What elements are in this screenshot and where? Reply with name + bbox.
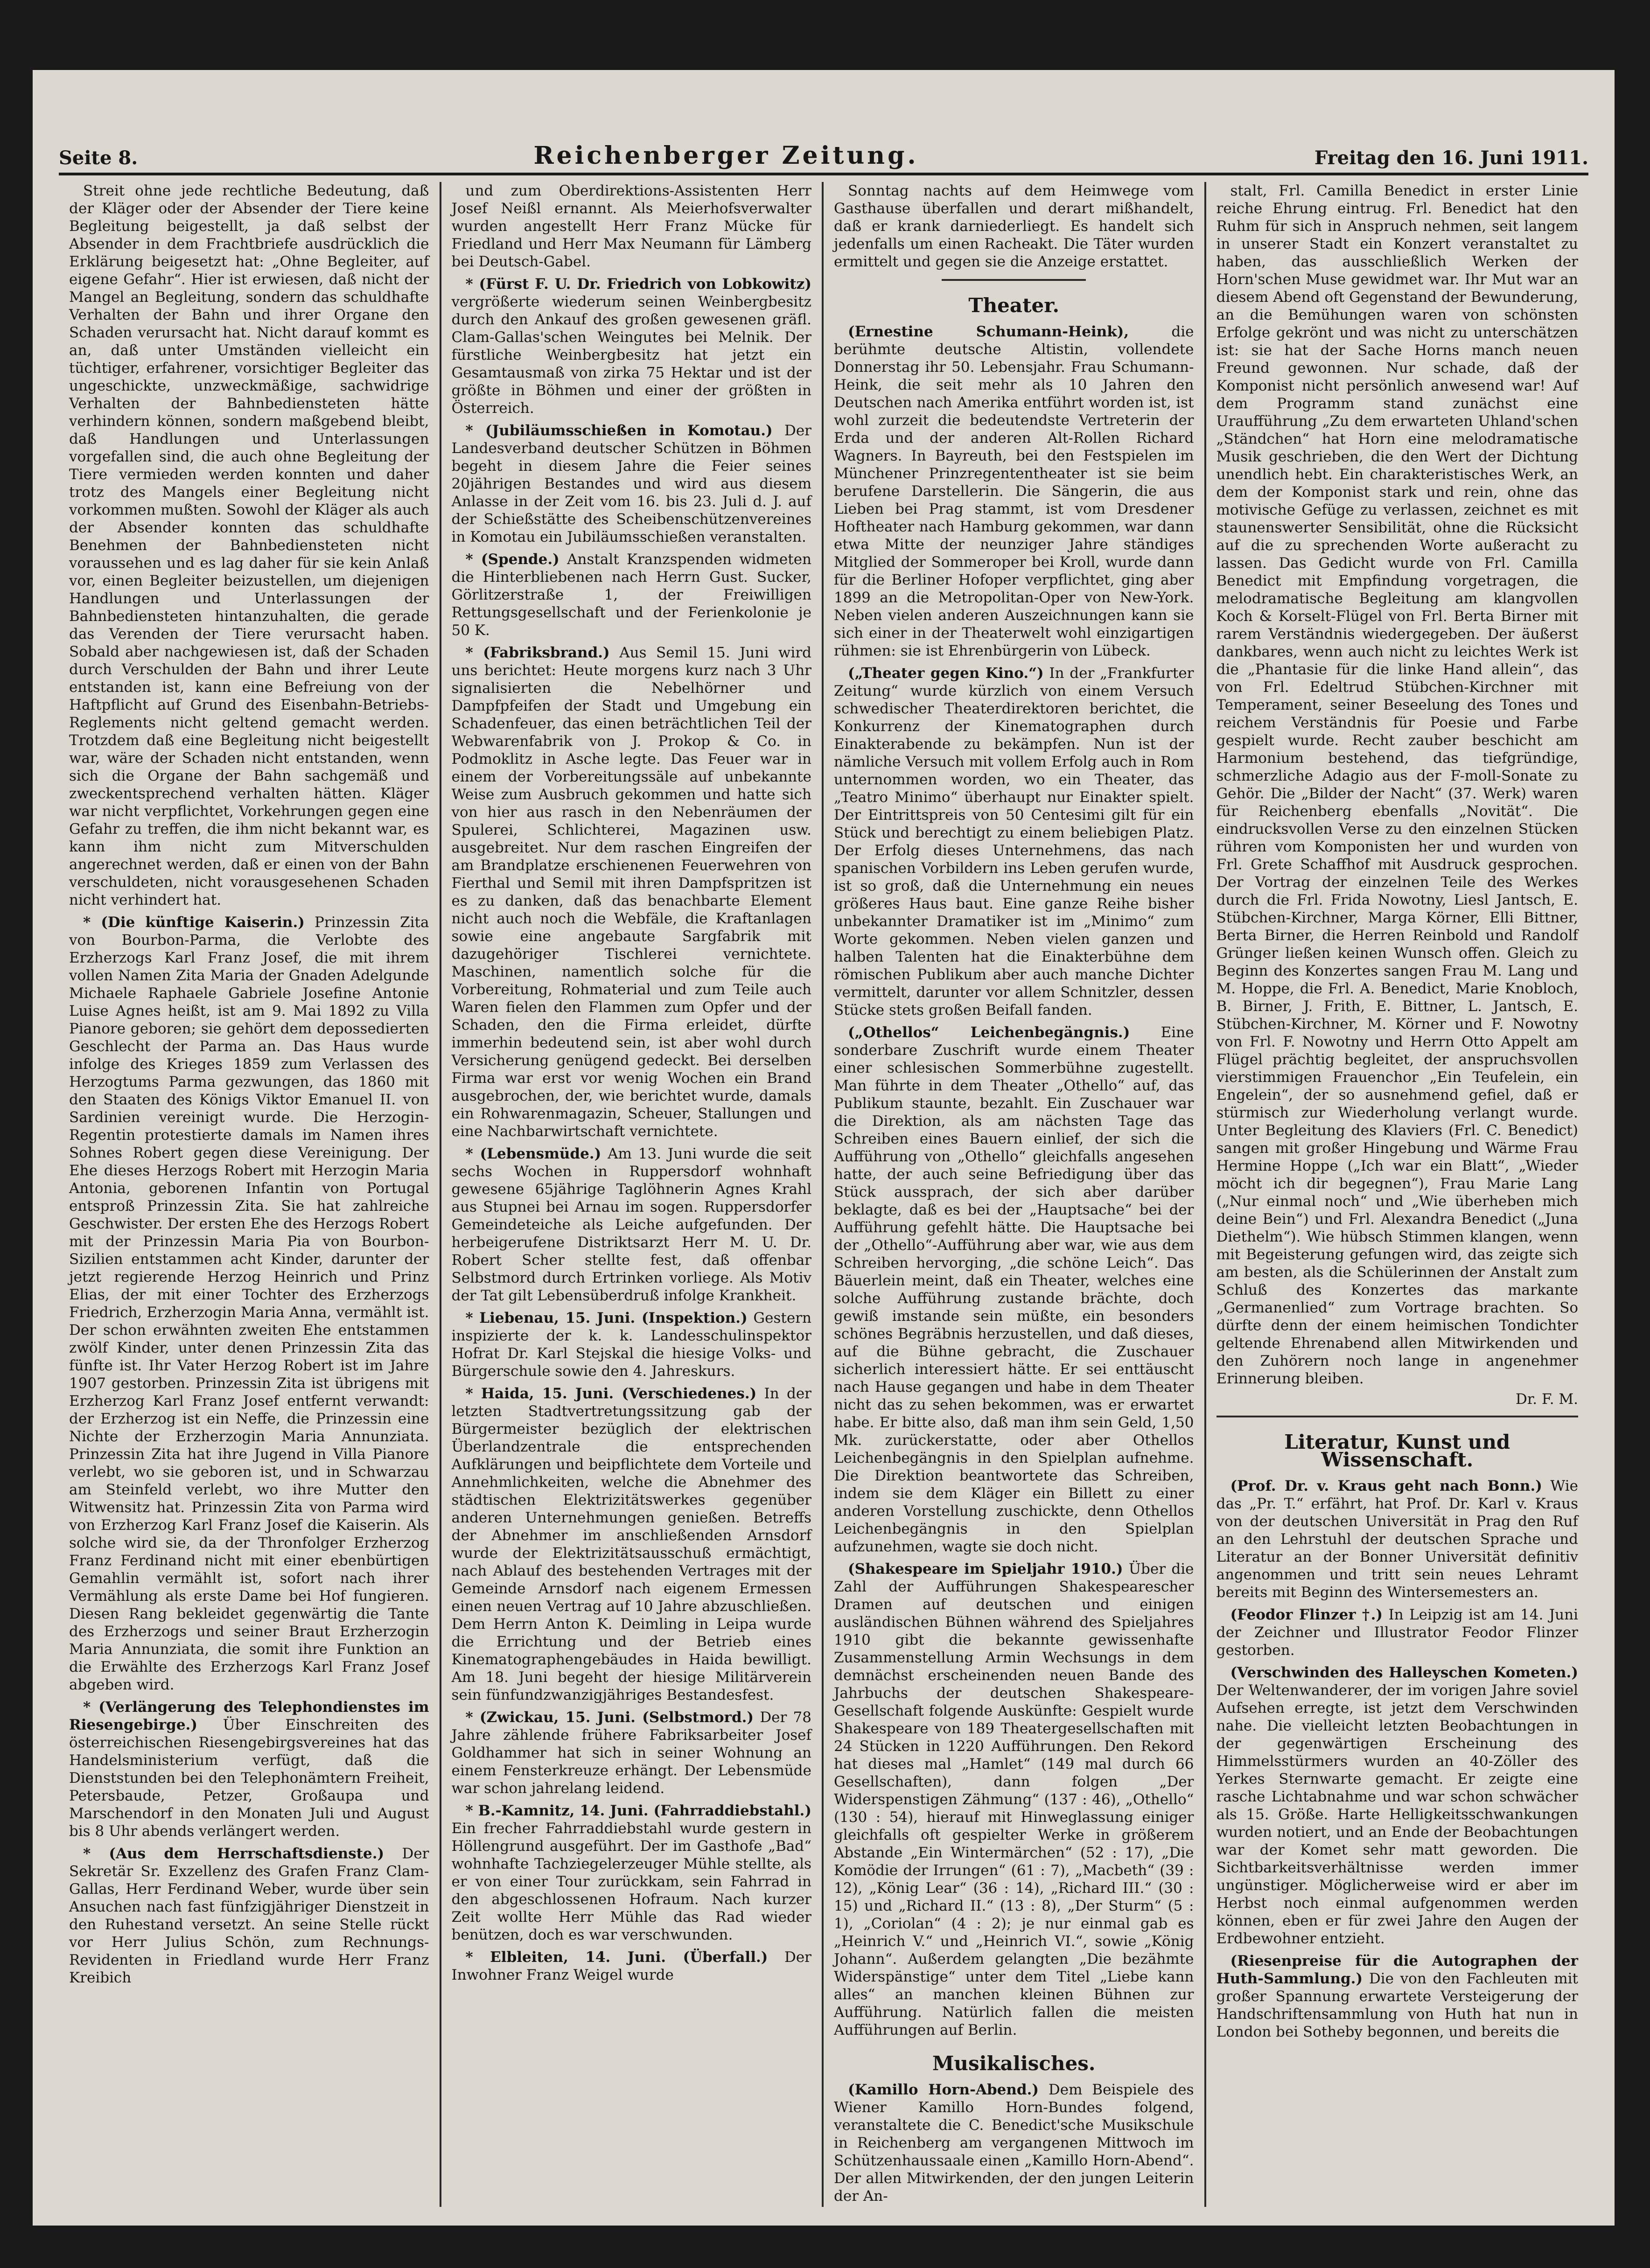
news-item-heading: * Elbleiten, 14. Juni. (Überfall.): [465, 1949, 768, 1966]
section-divider: [942, 279, 1086, 281]
news-item: [1217, 1477, 1579, 1601]
news-item-heading: (Verschwinden des Halleyschen Kometen.): [1230, 1664, 1578, 1681]
news-item: [834, 1024, 1194, 1556]
news-item-heading: * (Spende.): [465, 551, 559, 568]
article-continuation: und zum Oberdirektions-Assistenten Herr Josef Neißl ernannt. Als Meierhofsverwalter wurden angestellt Herr Franz Mücke für Friedland und Herr Max Neumann für Lämberg bei Deutsch-Gabel.: [451, 182, 811, 270]
section-divider: [1217, 1416, 1579, 1417]
news-item: [834, 664, 1194, 1019]
news-item-body: Der Weltenwanderer, der im vorigen Jahre soviel Aufsehen erregte, ist jetzt dem Verschwinden nahe. Die vielleicht letzten Beobachtungen in der gegenwärtigen Erscheinung des Himmelsstürmers wurden an 40-Zöller des Yerkes Sternwarte gemacht. Er zeigte eine rasche Lichtabnahme und war schon schwächer als 15. Größe. Harte Helligkeitsschwankungen wurden notiert, und an Ende der Beobachtungen war der Komet sehr matt geworden. Die Sichtbarkeitsverhältnisse werden immer ungünstiger. Möglicherweise wird er aber im Herbst noch einmal aufgenommen werden können, eben er für zwei Jahre den Augen der Erdbewohner entzieht.: [1216, 1682, 1578, 1947]
news-item-body: In der „Frankfurter Zeitung“ wurde kürzlich von einem Versuch schwedischer Theaterdirektoren berichtet, die Konkurrenz der Kinematographen durch Einakterabende zu bekämpfen. Nun ist der nämliche Versuch mit vollem Erfolg auch in Rom unternommen worden, wo ein Theater, das „Teatro Minimo“ überhaupt nur Einakter spielt. Der Eintrittspreis von 50 Centesimi gilt für ein Stück und berechtigt zu einem beliebigen Platz. Der Erfolg dieses Unternehmens, das nach spanischen Vorbildern ins Leben gerufen wurde, ist so groß, daß die Unternehmung ein neues größeres Haus baut. Eine ganze Reihe bisher unbekannter Dramatiker ist im „Minimo“ zum Worte gekommen. Neben vielen ganzen und halben Talenten hat die Einakterbühne dem römischen Publikum aber auch manche Dichter vermittelt, darunter vor allem Schnitzler, dessen Stücke stets großen Beifall fanden.: [834, 665, 1194, 1019]
news-item-heading: („Othellos“ Leichenbegängnis.): [848, 1024, 1130, 1041]
article-continuation: Streit ohne jede rechtliche Bedeutung, daß der Kläger oder der Absender der Tiere keine Begleitung beigestellt, ja daß selbst der Absender in dem Frachtbriefe ausdrücklich die Erklärung beigesetzt hat: „Ohne Begleiter, auf eigene Gefahr“. Hier ist erwiesen, daß nicht der Mangel an Begleitung, sondern das schuldhafte Verhalten der Bahn und ihrer Organe den Schaden verursacht hat. Nicht darauf kommt es an, daß unter Umständen vielleicht ein tüchtiger, erfahrener, vorsichtiger Begleiter das ungeschickte, unzweckmäßige, sachwidrige Verhalten der Bahnbediensteten hätte verhindern können, sondern maßgebend bleibt, daß Handlungen und Unterlassungen vorgefallen sind, die auch ohne Begleitung der Tiere vermieden werden konnten und daher trotz des Mangels einer Begleitung nicht vorkommen mußten. Sowohl der Kläger als auch der Absender konnten das schuldhafte Benehmen der Bahnbediensteten nicht voraussehen und es lag daher für sie kein Anlaß vor, einen Begleiter beizustellen, um diejenigen Handlungen und Unterlassungen der Bahnbediensteten hintanzuhalten, die gerade das Verenden der Tiere verursacht haben. Sobald aber nachgewiesen ist, daß der Schaden durch Verschulden der Bahn und ihrer Leute entstanden ist, kann eine Befreiung von der Haftpflicht auf Grund des Eisenbahn-Betriebs-Reglements nicht geltend gemacht werden. Trotzdem daß eine Begleitung nicht beigestellt war, wäre der Schaden nicht entstanden, wenn sich die Organe der Bahn sachgemäß und zweckentsprechend verhalten hätten. Kläger war nicht verpflichtet, Vorkehrungen gegen eine Gefahr zu treffen, die ihm nicht bekannt war, es kann ihm nicht zum Mitverschulden angerechnet werden, daß er einen von der Bahn verschuldeten, nicht vorausgesehenen Schaden nicht verhindert hat.: [69, 182, 429, 908]
news-item: [452, 1309, 812, 1380]
news-item-heading: („Theater gegen Kino.“): [848, 665, 1044, 682]
news-item-body: Der Landesverband deutscher Schützen in Böhmen begeht in diesem Jahre die Feier seines 20jährigen Bestandes und wird aus diesem Anlasse in der Zeit vom 16. bis 23. Juli d. J. auf der Schießstätte des Scheibenschützenvereines in Komotau ein Jubiläumsschießen veranstalten.: [451, 422, 812, 545]
news-item-body: Anstalt Kranzspenden widmeten die Hinterbliebenen nach Herrn Gust. Sucker, Görlitzerstraße 1, der Freiwilligen Rettungsgesellschaft und der Ferienkolonie je 50 K.: [451, 551, 812, 639]
news-item: [452, 551, 812, 639]
news-item: [834, 323, 1194, 660]
news-item-body: Der Sekretär Sr. Exzellenz des Grafen Franz Clam-Gallas, Herr Ferdinand Weber, wurde über sein Ansuchen nach fast fünfzigjähriger Dienstzeit in den Ruhestand versetzt. An seine Stelle rückt vor Herr Julius Schön, zum Rechnungs-Revidenten in Friedland wurde Herr Franz Kreibich: [69, 1845, 429, 1986]
news-item-body: Ein frecher Fahrraddiebstahl wurde gestern in Höllengrund ausgeführt. Der im Gasthofe „Bad“ wohnhafte Tachziegelerzeuger Mühle stellte, als er von einer Tour zurückkam, sein Fahrrad in den abgeschlossenen Hofraum. Nach kurzer Zeit wollte Herr Mühle das Rad wieder benützen, doch es war verschwunden.: [451, 1820, 811, 1943]
newspaper-page: [33, 70, 1615, 2226]
news-item-heading: * (Fabriksbrand.): [465, 644, 610, 661]
article-continuation: Sonntag nachts auf dem Heimwege vom Gasthause überfallen und derart mißhandelt, daß er krank darniederliegt. Es handelt sich jedenfalls um einen Racheakt. Die Täter wurden ermittelt und gegen sie die Anzeige erstattet.: [834, 182, 1194, 270]
news-item-body: Dem Beispiele des Wiener Kamillo Horn-Bundes folgend, veranstaltete die C. Benedict'sche Musikschule in Reichenberg am vergangenen Mittwoch im Schützenhaussaale einen „Kamillo Horn-Abend“. Der allen Mitwirkenden, der den jungen Leiterin der An-: [834, 2081, 1194, 2205]
column-2: [441, 182, 824, 2207]
news-item-body: Eine sonderbare Zuschrift wurde einem Theater einer schlesischen Sommerbühne zugestellt. Man führte in dem Theater „Othello“ auf, das Publikum staunte, bezahlt. Ein Zuschauer war die Direktion, als am nächsten Tage das Schreiben eines Bauern einlief, der sich die Aufführung von „Othello“ gleichfalls angesehen hatte, der auch seine Befriedigung über das Stück aussprach, der sich aber darüber beklagte, daß es bei der „Hauptsache“ bei der Aufführung gefehlt hätte. Die Hauptsache bei der „Othello“-Aufführung aber war, wie aus dem Schreiben hervorging, „die schöne Leich“. Das Bäuerlein meint, daß ein Theater, welches eine solche Aufführung zustande brächte, doch gewiß imstande sein müßte, ein besonders schönes Begräbnis herzustellen, und daß dieses, auf die Bühne gebracht, die Zuschauer sicherlich interessiert hätte. Er sei enttäuscht nach Hause gegangen und habe in dem Theater nicht das zu sehen bekommen, was er erwartet habe. Er bitte also, daß man ihm sein Geld, 1,50 Mk. zurückerstatte, oder aber Othellos Leichenbegängnis in den Spielplan aufnehme. Die Direktion beantwortete das Schreiben, indem sie dem Kläger ein Billett zu einer anderen Vorstellung zuschickte, denn Othellos Leichenbegängnis in den Spielplan aufzunehmen, wagte sie doch nicht.: [834, 1024, 1194, 1555]
page-number: Seite 8.: [59, 147, 138, 169]
news-item-body: In Leipzig ist am 14. Juni der Zeichner und Illustrator Feodor Flinzer gestorben.: [1216, 1606, 1578, 1659]
news-item: [452, 422, 812, 546]
news-item-heading: (Kamillo Horn-Abend.): [848, 2081, 1039, 2098]
news-item: [69, 1845, 429, 1987]
news-item: [834, 1560, 1194, 2039]
news-item-heading: (Feodor Flinzer †.): [1230, 1606, 1383, 1623]
news-item-heading: (Ernestine Schumann-Heink),: [848, 323, 1129, 340]
news-item-body: Am 13. Juni wurde die seit sechs Wochen in Ruppersdorf wohnhaft gewesene 65jährige Taglöhnerin Agnes Krahl aus Stupnei bei Arnau im sogen. Ruppersdorfer Gemeindeteiche als Leiche aufgefunden. Der herbeigerufene Distriktsarzt Herr M. U. Dr. Robert Scher stellte fest, daß offenbar Selbstmord durch Ertrinken vorliege. Als Motiv der Tat gilt Lebensüberdruß infolge Krankheit.: [451, 1145, 811, 1304]
news-item-heading: * (Aus dem Herrschaftsdienste.): [83, 1845, 385, 1862]
column-1: [59, 182, 441, 2207]
news-item: [452, 1709, 812, 1797]
author-signature: Dr. F. M.: [1516, 1391, 1578, 1408]
news-item: [452, 1802, 812, 1944]
news-item-body: Prinzessin Zita von Bourbon-Parma, die Verlobte des Erzherzogs Karl Franz Josef, die mit ihrem vollen Namen Zita Maria der Gnaden Adelgunde Michaele Raphaele Gabriele Josefine Antonie Luise Agnes heißt, ist am 9. Mai 1892 zu Villa Pianore geboren; sie gehört dem depossedierten Geschlecht der Parma an. Das Haus wurde infolge des Krieges 1859 zum Verlassen des Herzogtums Parma gezwungen, das 1860 mit den Staaten des Königs Viktor Emanuel II. von Sardinien vereinigt wurde. Die Herzogin-Regentin protestierte damals im Namen ihres Sohnes Robert gegen diese Vereinigung. Der Ehe dieses Herzogs Robert mit Herzogin Maria Antonia, geborenen Infantin von Portugal entsproß Prinzessin Zita. Sie hat zahlreiche Geschwister. Der ersten Ehe des Herzogs Robert mit der Prinzessin Maria Pia von Bourbon-Sizilien entstammen acht Kinder, darunter der jetzt regierende Herzog Heinrich und Prinz Elias, der mit einer Tochter des Erzherzogs Friedrich, Erzherzogin Maria Anna, vermählt ist. Der schon erwähnten zweiten Ehe entstammen zwölf Kinder, unter denen Prinzessin Zita das fünfte ist. Ihr Vater Herzog Robert ist im Jahre 1907 gestorben. Prinzessin Zita ist übrigens mit Erzherzog Karl Franz Josef entfernt verwandt: der Erzherzog ist ein Neffe, die Prinzessin eine Nichte der Erzherzogin Maria Annunziata. Prinzessin Zita hat ihre Jugend in Villa Pianore verlebt, wo sie geboren ist, und in Schwarzau am Steinfeld verlebt, wo ihre Mutter den Witwensitz hat. Prinzessin Zita von Parma wird von Erzherzog Karl Franz Josef die Kaiserin. Als solche wird sie, da der Thronfolger Erzherzog Franz Ferdinand nicht mit einer ebenbürtigen Gemahlin vermählt ist, sofort nach ihrer Vermählung als erste Dame bei Hof fungieren. Diesen Rang bekleidet gegenwärtig die Tante des Erzherzogs und seiner Braut Erzherzogin Maria Annunziata, die somit ihre Funktion an die Erwählte des Erzherzogs Karl Franz Josef abgeben wird.: [69, 914, 429, 1693]
news-item-body: Über Einschreiten des österreichischen Riesengebirgsvereines hat das Handelsministerium verfügt, daß die Dienststunden bei den Telephonämtern Freiheit, Petersbaude, Petzer, Großaupa und Marschendorf in den Monaten Juli und August bis 8 Uhr abends verlängert werden.: [69, 1717, 429, 1840]
article-columns: [59, 182, 1588, 2207]
news-item-heading: (Riesenpreise für die Autographen der Huth-Sammlung.): [1216, 1953, 1578, 1987]
news-item-body: vergrößerte wiederum seinen Weinbergbesitz durch den Ankauf des großen gewesenen gräfl. Clam-Gallas'schen Weingutes bei Melnik. Der fürstliche Weinbergbesitz hat jetzt ein Gesamtausmaß von zirka 75 Hektar und ist der größte in Böhmen und einer der größten in Österreich.: [451, 293, 811, 417]
news-item: [834, 2081, 1194, 2205]
news-item-heading: * B.-Kamnitz, 14. Juni. (Fahrraddiebstahl.): [465, 1802, 811, 1819]
news-item-body: Gestern inspizierte der k. k. Landesschulinspektor Hofrat Dr. Karl Stejskal die hiesige Volks- und Bürgerschule sowie den 4. Jahreskurs.: [451, 1310, 812, 1380]
news-item: [452, 1385, 812, 1704]
section-title-theater: Theater.: [968, 294, 1060, 317]
news-item: [452, 644, 812, 1140]
news-item-body: In der letzten Stadtvertretungssitzung gab der Bürgermeister bezüglich der elektrischen Überlandzentrale die entsprechenden Aufklärungen und beipflichtete dem Vorteile und Annehmlichkeiten, welche die Abnehmer des städtischen Elektrizitätswerkes gegenüber anderen Unternehmungen genießen. Betreffs der Abnehmer im anschließenden Arnsdorf wurde der Elektrizitätsausschuß ermächtigt, nach Ablauf des bestehenden Vertrages mit der Gemeinde Arnsdorf nach eigenem Ermessen einen neuen Vertrag auf 10 Jahre abzuschließen. Dem Herrn Anton K. Deimling in Leipa wurde die Errichtung und der Betrieb eines Kinematographengebäudes in Haida bewilligt. Am 18. Juni begeht der hiesige Militärverein sein fünfundzwanzigjähriges Bestandesfest.: [451, 1385, 811, 1703]
news-item-body: Der Inwohner Franz Weigel wurde: [451, 1949, 811, 1983]
section-title-literature: Literatur, Kunst und Wissenschaft.: [1284, 1431, 1510, 1471]
article-continuation: stalt, Frl. Camilla Benedict in erster Linie reiche Ehrung eintrug. Frl. Benedict hat den Ruhm für sich in Anspruch nehmen, seit langem in unserer Stadt ein Konzert veranstaltet zu haben, das ausschließlich Werken der Horn'schen Muse gewidmet war. Ihr Mut war an diesem Abend oft Gegenstand der Bewunderung, an die Bemühungen waren von schönsten Erfolge gekrönt und was nicht zu unterschätzen ist: sie hat der Sache Horns manch neuen Freund gewonnen. Nur schade, daß der Komponist nicht persönlich anwesend war! Auf dem Programm stand zunächst eine Uraufführung „Zu dem erwarteten Uhland'schen „Ständchen“ hat Horn eine melodramatische Musik geschrieben, die den Wert der Dichtung unendlich hebt. Ein charakteristisches Werk, an dem der Komponist stark und rein, ohne das motivische Gefüge zu verlassen, zeichnet es mit staunenswerter Sensibilität, ohne die Rücksicht auf die zu sprechenden Worte außeracht zu lassen. Das Gedicht wurde von Frl. Camilla Benedict mit Empfindung vorgetragen, die melodramatische Begleitung am klangvollen Koch & Korselt-Flügel von Frl. Berta Birner mit rarem Verständnis wiedergegeben. Der äußerst dankbares, wenn auch nicht zu leichtes Werk ist die „Phantasie für die linke Hand allein“, das von Frl. Edeltrud Stübchen-Kirchner mit Temperament, seiner Beseelung des Tones und reichem Verständnis für Poesie und Farbe gespielt wurde. Recht zauber beschicht am Harmonium bestehend, das tiefgründige, schmerzliche Adagio aus der F-moll-Sonate zu Gehör. Die „Bilder der Nacht“ (37. Werk) waren für Reichenberg ebenfalls „Novität“. Die eindrucksvollen Verse zu den einzelnen Stücken rühren vom Komponisten her und wurden von Frl. Grete Schaffhof mit Ausdruck gesprochen. Der Vortrag der einzelnen Teile des Werkes durch die Frl. Frida Nowotny, Liesl Jantsch, E. Stübchen-Kirchner, Marga Körner, Elli Bittner, Berta Birner, die Herren Reinbold und Randolf Grünger ließen keinen Wunsch offen. Gleich zu Beginn des Konzertes sangen Frau M. Lang und M. Hoppe, die Frl. A. Benedict, Marie Knobloch, B. Birner, J. Frith, E. Bittner, L. Jantsch, E. Stübchen-Kirchner, M. Körner und F. Nowotny von Frl. F. Nowotny und Herrn Otto Appelt am Flügel prächtig begleitet, der anspruchsvollen vierstimmigen Frauenchor „Ein Teufelein, ein Engelein“, der so ausnehmend gefiel, daß er stürmisch zur Wiederholung verlangt wurde. Unter Begleitung des Klaviers (Frl. C. Benedict) sangen mit großer Hingebung und Wärme Frau Hermine Hoppe („Ich war ein Blatt“, „Wieder möcht ich dir begegnen“), Frau Marie Lang („Nur einmal noch“ und „Wie überheben mich deine Bein“) und Frl. Alexandra Benedict („Juna Diethelm“). Wie hübsch Stimmen klangen, wenn mit Begeisterung gefungen wird, das zeigte sich am besten, als die Schülerinnen der Anstalt zum Schluß des Konzertes das markante „Germanenlied“ zum Vortrage brachten. So dürfte denn der einem heimischen Tondichter geltende Ehrenabend allen Mitwirkenden und den Zuhörern noch lange in angenehmer Erinnerung bleiben.: [1216, 182, 1578, 1387]
news-item-heading: * (Jubiläumsschießen in Komotau.): [465, 422, 773, 439]
news-item-body: die berühmte deutsche Altistin, vollendete Donnerstag ihr 50. Lebensjahr. Frau Schumann-Heink, die seit mehr als 10 Jahren den Deutschen nach Amerika entführt worden ist, ist wohl zurzeit die bedeutendste Vertreterin der Erda und der anderen Alt-Rollen Richard Wagners. In Bayreuth, bei den Festspielen im Münchener Prinzregententheater ist sie beim berufene Darstellerin. Die Sängerin, die aus Lieben bei Prag stammt, ist vom Dresdener Hoftheater nach Hamburg gekommen, war dann etwa Mitte der neunziger Jahre ständiges Mitglied der Sommeroper bei Kroll, wurde dann für die Berliner Hofoper verpflichtet, ging aber 1899 an die Metropolitan-Oper von New-York. Neben vielen anderen Auszeichnungen kann sie sich einer in der Theaterwelt wohl einzigartigen rühmen: sie ist Ehrenbürgerin von Lübeck.: [834, 323, 1194, 659]
news-item-body: Aus Semil 15. Juni wird uns berichtet: Heute morgens kurz nach 3 Uhr signalisierten die Nebelhörner und Dampfpfeifen der Stadt und Umgebung ein Schadenfeuer, das einen beträchtlichen Teil der Webwarenfabrik von J. Prokop & Co. in Podmoklitz in Asche legte. Das Feuer war in einem der Vorbereitungssäle auf unbekannte Weise zum Ausbruch gekommen und hatte sich von hier aus rasch in den Nebenräumen der Spulerei, Schlichterei, Magazinen usw. ausgebreitet. Nur dem raschen Eingreifen der am Brandplatze erschienenen Feuerwehren von Fierthal und Semil mit ihren Dampfspritzen ist es zu danken, daß das benachbarte Element nicht auch noch die Webfäle, die Kraftanlagen sowie eine angebaute Sargfabrik mit dazugehöriger Tischlerei vernichtete. Maschinen, namentlich solche für die Vorbereitung, Rohmaterial und zum Teile auch Waren fielen den Flammen zum Opfer und der Schaden, den die Firma erleidet, dürfte immerhin bedeutend sein, ist aber wohl durch Versicherung genügend gedeckt. Bei derselben Firma war erst vor wenig Wochen ein Brand ausgebrochen, der, wie berichtet wurde, damals ein Rohwarenmagazin, Scheuer, Stallungen und eine Nachbarwirtschaft vernichtete.: [451, 644, 812, 1140]
news-item-heading: * (Fürst F. U. Dr. Friedrich von Lobkowitz): [465, 276, 811, 293]
news-item: [452, 275, 812, 417]
news-item: [452, 1145, 812, 1305]
news-item: [69, 914, 429, 1694]
news-item: [1217, 1664, 1579, 1947]
column-4: [1206, 182, 1589, 2207]
news-item-body: Über die Zahl der Aufführungen Shakespearescher Dramen auf deutschen und einigen ausländischen Bühnen während des Spieljahres 1910 gibt die bekannte gewissenhafte Zusammenstellung Armin Wechsungs in dem demnächst erscheinenden neuen Bande des Jahrbuchs der deutschen Shakespeare-Gesellschaft folgende Auskünfte: Gespielt wurde Shakespeare von 189 Theatergesellschaften mit 24 Stücken in 1220 Aufführungen. Den Rekord hat dieses mal „Hamlet“ (149 mal durch 66 Gesellschaften), dann folgen „Der Widerspenstigen Zähmung“ (137 : 46), „Othello“ (130 : 54), hierauf mit Hinweglassung einiger gleichfalls oft gespielter Werke in größerem Abstande „Ein Wintermärchen“ (52 : 17), „Die Komödie der Irrungen“ (61 : 7), „Macbeth“ (39 : 12), „König Lear“ (36 : 14), „Richard III.“ (30 : 15) und „Richard II.“ (13 : 8), „Der Sturm“ (5 : 1), „Coriolan“ (4 : 2); je nur einmal gab es „Heinrich V.“ und „Heinrich VI.“, sowie „König Johann“. Außerdem gelangten „Die bezähmte Widerspänstige“ unter dem Titel „Liebe kann alles“ an manchen kleinen Bühnen zur Aufführung. Natürlich fallen die meisten Aufführungen auf Berlin.: [834, 1561, 1194, 2038]
news-item-heading: (Prof. Dr. v. Kraus geht nach Bonn.): [1230, 1478, 1542, 1494]
news-item-heading: * (Verlängerung des Telephondienstes im Riesengebirge.): [69, 1699, 429, 1733]
page-header: [59, 126, 1588, 175]
masthead-title: Reichenberger Zeitung.: [533, 141, 919, 170]
news-item-heading: * Liebenau, 15. Juni. (Inspektion.): [465, 1310, 748, 1326]
news-item-heading: * (Lebensmüde.): [465, 1145, 601, 1162]
news-item: [1217, 1952, 1579, 2041]
section-title-music: Musikalisches.: [932, 2052, 1096, 2075]
news-item-heading: (Shakespeare im Spieljahr 1910.): [848, 1561, 1123, 1577]
news-item: [1217, 1606, 1579, 1659]
news-item-heading: * Haida, 15. Juni. (Verschiedenes.): [465, 1385, 757, 1402]
news-item-heading: * (Zwickau, 15. Juni. (Selbstmord.): [465, 1709, 754, 1726]
issue-date: Freitag den 16. Juni 1911.: [1314, 147, 1588, 169]
news-item: [452, 1948, 812, 1984]
news-item-body: Wie das „Pr. T.“ erfährt, hat Prof. Dr. Karl v. Kraus von der deutschen Universität in Prag den Ruf an den Lehrstuhl der deutschen Sprache und Literatur an der Bonner Universität definitiv angenommen und tritt sein neues Lehramt bereits mit Beginn des Wintersemesters an.: [1216, 1478, 1578, 1601]
news-item-body: Der 78 Jahre zählende frühere Fabriksarbeiter Josef Goldhammer hat sich in seiner Wohnung an einem Fensterkreuze erhängt. Der Lebensmüde war schon jahrelang leidend.: [451, 1709, 811, 1797]
column-3: [824, 182, 1206, 2207]
news-item-heading: * (Die künftige Kaiserin.): [83, 914, 305, 931]
news-item: [69, 1698, 429, 1840]
news-item-body: Die von den Fachleuten mit großer Spannung erwartete Versteigerung der Handschriftensammlung von Huth hat nun in London bei Sotheby begonnen, und bereits die: [1216, 1970, 1578, 2040]
